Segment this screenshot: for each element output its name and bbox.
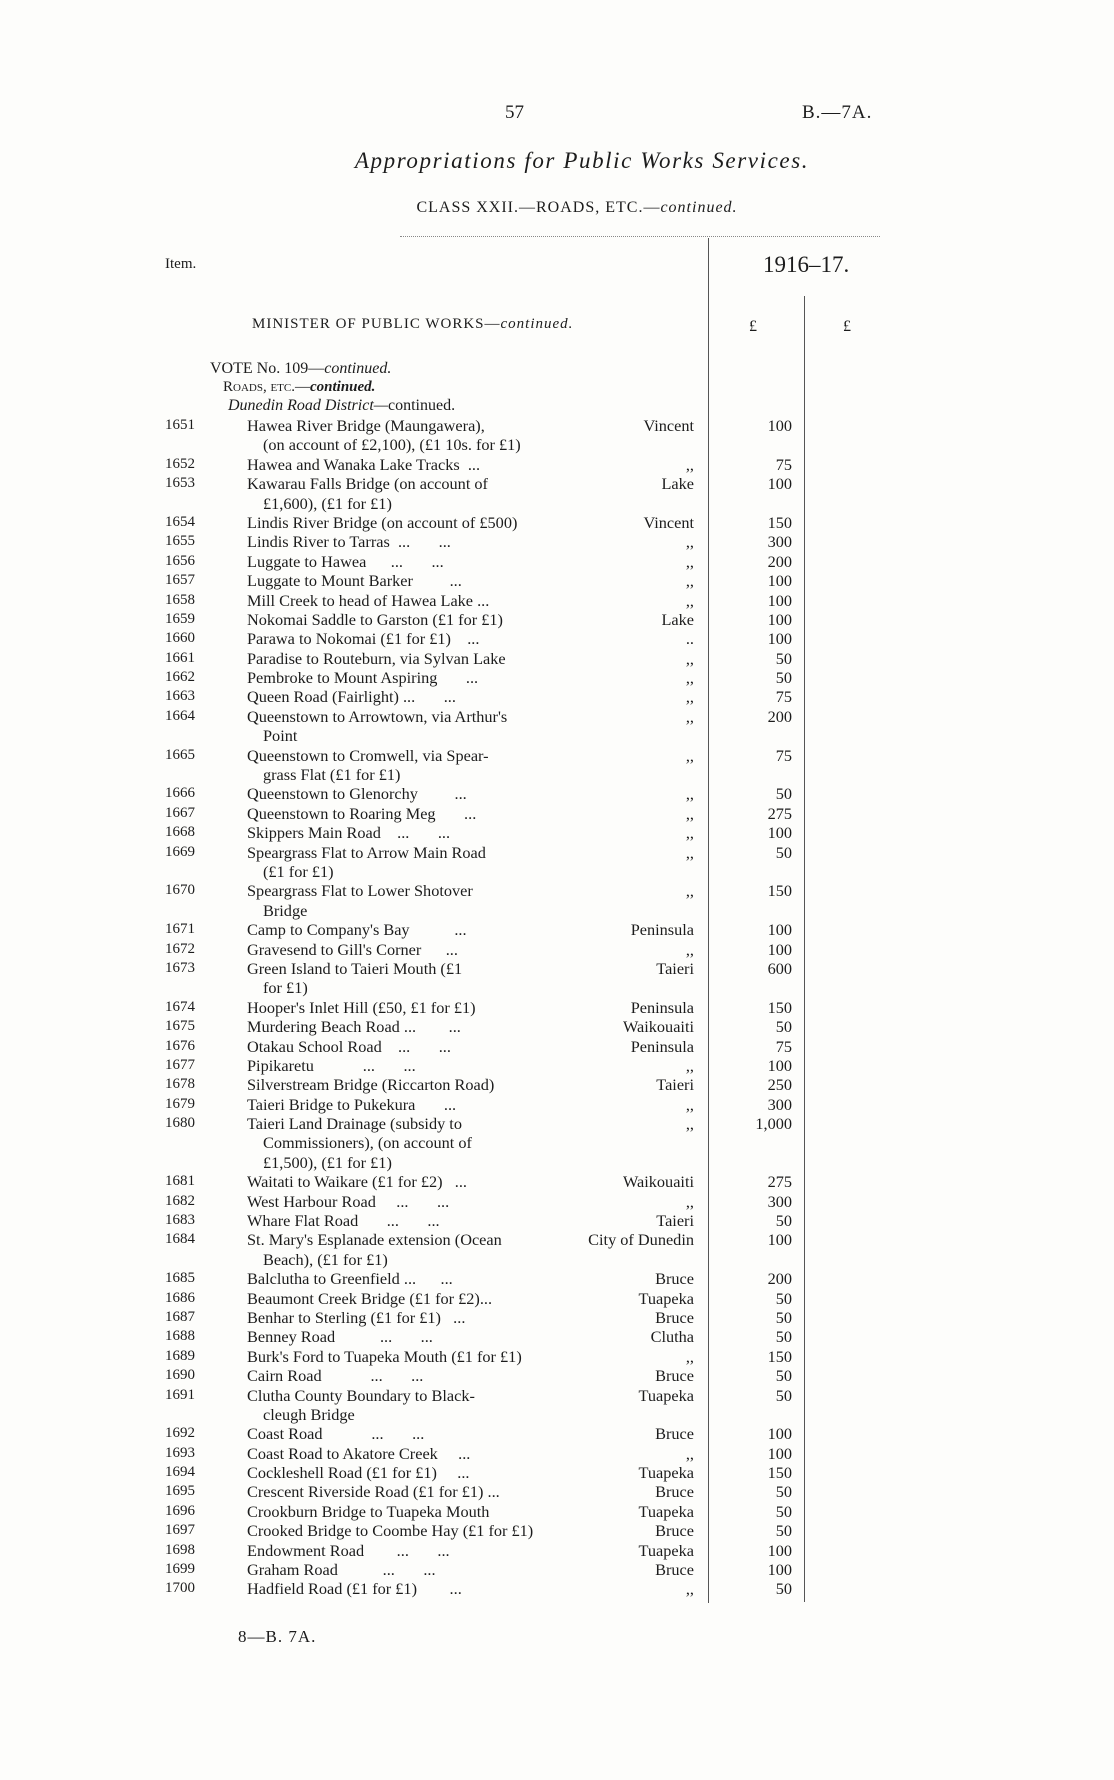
- table-row: [0, 881, 1114, 900]
- roads-heading: [223, 379, 375, 396]
- table-row: [0, 1482, 1114, 1501]
- district-name: ,,: [685, 1094, 694, 1114]
- item-description: Commissioners), (on account of: [263, 1133, 472, 1153]
- item-description: Hawea and Wanaka Lake Tracks ...: [247, 454, 481, 474]
- table-row: [0, 1463, 1114, 1482]
- item-number: 1682: [165, 1192, 195, 1209]
- minister-heading: [252, 316, 573, 333]
- district-name: Vincent: [643, 416, 694, 435]
- minister-heading-main: MINISTER OF PUBLIC WORKS—: [252, 316, 501, 332]
- item-description: Cairn Road ... ...: [247, 1366, 424, 1386]
- item-description: Coast Road ... ...: [247, 1424, 425, 1444]
- table-row: [0, 687, 1114, 706]
- district-name: Tuapeka: [638, 1501, 694, 1521]
- item-number: 1655: [165, 533, 195, 550]
- district-name: Lake: [661, 609, 694, 629]
- item-number: 1666: [165, 785, 195, 802]
- district-name: Waikouaiti: [622, 1172, 694, 1192]
- table-row: [0, 784, 1114, 803]
- table-row: [0, 843, 1114, 862]
- amount-value: 50: [775, 1579, 792, 1599]
- district-name: ,,: [685, 1443, 694, 1463]
- item-description: Speargrass Flat to Arrow Main Road: [247, 842, 486, 862]
- item-number: 1653: [165, 475, 195, 492]
- item-description: grass Flat (£1 for £1): [263, 765, 401, 785]
- amount-value: 100: [767, 416, 792, 435]
- district-heading-main: Dunedin Road District—: [228, 397, 388, 414]
- table-row: [0, 1444, 1114, 1463]
- amount-value: 50: [775, 1521, 792, 1541]
- item-number: 1659: [165, 610, 195, 627]
- item-description: Queenstown to Arrowtown, via Arthur's: [247, 706, 508, 726]
- table-row: [0, 1521, 1114, 1540]
- item-description: £1,600), (£1 for £1): [263, 493, 392, 513]
- district-name: Clutha: [650, 1327, 694, 1347]
- item-description: Green Island to Taieri Mouth (£1: [247, 958, 463, 978]
- item-number: 1684: [165, 1231, 195, 1248]
- item-number: 1688: [165, 1328, 195, 1345]
- class-subtitle-main: CLASS XXII.—ROADS, ETC.—: [416, 199, 661, 216]
- item-description: Whare Flat Road ... ...: [247, 1211, 440, 1231]
- amount-value: 100: [767, 474, 792, 494]
- item-number: 1686: [165, 1289, 195, 1306]
- item-number: 1661: [165, 649, 195, 666]
- table-row: [0, 1095, 1114, 1114]
- item-number: 1657: [165, 572, 195, 589]
- vote-heading-continued: continued.: [324, 360, 392, 377]
- item-description: (£1 for £1): [263, 861, 334, 881]
- table-row: [0, 1366, 1114, 1385]
- district-name: Vincent: [643, 512, 694, 532]
- amount-value: 50: [775, 1211, 792, 1231]
- item-number: 1677: [165, 1056, 195, 1073]
- minister-heading-continued: continued.: [500, 316, 574, 332]
- table-row: [0, 591, 1114, 610]
- amount-value: 150: [767, 1463, 792, 1483]
- table-row: [0, 1289, 1114, 1308]
- item-description: Burk's Ford to Tuapeka Mouth (£1 for £1): [247, 1346, 522, 1366]
- page-number: 57: [505, 102, 524, 123]
- item-number: 1675: [165, 1018, 195, 1035]
- item-description: £1,500), (£1 for £1): [263, 1152, 392, 1172]
- amount-value: 50: [775, 1482, 792, 1502]
- amount-value: 50: [775, 784, 792, 804]
- item-number: 1669: [165, 843, 195, 860]
- item-description: Point: [263, 726, 298, 746]
- district-name: Taieri: [656, 958, 694, 978]
- item-description: Lindis River to Tarras ... ...: [247, 532, 451, 552]
- item-description: (on account of £2,100), (£1 10s. for £1): [263, 435, 521, 455]
- item-description: Speargrass Flat to Lower Shotover: [247, 881, 473, 901]
- table-row: [0, 862, 1114, 881]
- amount-value: 150: [767, 512, 792, 532]
- table-row: [0, 1172, 1114, 1191]
- amount-value: 150: [767, 881, 792, 901]
- table-row: [0, 1347, 1114, 1366]
- amount-value: 50: [775, 1288, 792, 1308]
- item-number: 1654: [165, 513, 195, 530]
- amount-value: 100: [767, 1055, 792, 1075]
- item-description: Gravesend to Gill's Corner ...: [247, 939, 458, 959]
- amount-value: 275: [767, 803, 792, 823]
- item-number: 1672: [165, 940, 195, 957]
- district-name: ,,: [685, 454, 694, 474]
- district-name: Bruce: [655, 1366, 694, 1386]
- item-description: Coast Road to Akatore Creek ...: [247, 1443, 471, 1463]
- item-number: 1683: [165, 1212, 195, 1229]
- district-name: ,,: [685, 1114, 694, 1134]
- district-name: ,,: [685, 842, 694, 862]
- amount-value: 50: [775, 1366, 792, 1386]
- table-row: [0, 998, 1114, 1017]
- amount-value: 100: [767, 590, 792, 610]
- item-number: 1673: [165, 959, 195, 976]
- item-number: 1660: [165, 630, 195, 647]
- amount-value: 50: [775, 1017, 792, 1037]
- district-name: Bruce: [655, 1269, 694, 1289]
- pound-sign-1916-17: £: [749, 318, 757, 335]
- item-description: Hooper's Inlet Hill (£50, £1 for £1): [247, 997, 476, 1017]
- district-name: ,,: [685, 571, 694, 591]
- table-row: [0, 1424, 1114, 1443]
- table-row: [0, 707, 1114, 726]
- district-name: ,,: [685, 590, 694, 610]
- district-name: ,,: [685, 668, 694, 688]
- page-title: Appropriations for Public Works Services.: [354, 148, 810, 173]
- item-description: Clutha County Boundary to Black-: [247, 1385, 475, 1405]
- item-description: Skippers Main Road ... ...: [247, 823, 451, 843]
- item-description: Taieri Bridge to Pukekura ...: [247, 1094, 457, 1114]
- district-name: Bruce: [655, 1307, 694, 1327]
- item-description: Kawarau Falls Bridge (on account of: [247, 474, 488, 494]
- district-name: City of Dunedin: [588, 1230, 694, 1250]
- item-number: 1676: [165, 1037, 195, 1054]
- district-name: Peninsula: [630, 1036, 694, 1056]
- amount-value: 75: [775, 745, 792, 765]
- table-row: [0, 1211, 1114, 1230]
- item-number: 1680: [165, 1115, 195, 1132]
- item-number: 1693: [165, 1444, 195, 1461]
- footer-signature: 8—B. 7A.: [238, 1627, 317, 1646]
- table-row: [0, 978, 1114, 997]
- amount-value: 100: [767, 1540, 792, 1560]
- item-number: 1665: [165, 746, 195, 763]
- item-description: Hadfield Road (£1 for £1) ...: [247, 1579, 462, 1599]
- item-description: Mill Creek to head of Hawea Lake ...: [247, 590, 490, 610]
- item-number: 1678: [165, 1076, 195, 1093]
- district-name: ,,: [685, 784, 694, 804]
- item-number: 1663: [165, 688, 195, 705]
- amount-value: 300: [767, 1094, 792, 1114]
- table-row: [0, 1075, 1114, 1094]
- district-name: ,,: [685, 939, 694, 959]
- item-number: 1664: [165, 707, 195, 724]
- district-name: Bruce: [655, 1424, 694, 1444]
- table-row: [0, 1560, 1114, 1579]
- item-description: Balclutha to Greenfield ... ...: [247, 1269, 453, 1289]
- table-row: [0, 746, 1114, 765]
- item-description: St. Mary's Esplanade extension (Ocean: [247, 1230, 502, 1250]
- amount-value: 100: [767, 939, 792, 959]
- table-row: [0, 494, 1114, 513]
- item-description: Queenstown to Roaring Meg ...: [247, 803, 477, 823]
- amount-value: 150: [767, 997, 792, 1017]
- item-number: 1695: [165, 1483, 195, 1500]
- district-name: Tuapeka: [638, 1540, 694, 1560]
- table-row: [0, 1250, 1114, 1269]
- item-number: 1700: [165, 1580, 195, 1597]
- table-row: [0, 1153, 1114, 1172]
- item-number: 1668: [165, 824, 195, 841]
- table-row: [0, 571, 1114, 590]
- item-number: 1698: [165, 1541, 195, 1558]
- amount-value: 100: [767, 1424, 792, 1444]
- amount-value: 100: [767, 609, 792, 629]
- item-description: Queen Road (Fairlight) ... ...: [247, 687, 456, 707]
- item-number: 1692: [165, 1425, 195, 1442]
- item-number: 1658: [165, 591, 195, 608]
- district-name: Peninsula: [630, 920, 694, 940]
- item-number: 1667: [165, 804, 195, 821]
- amount-value: 300: [767, 532, 792, 552]
- district-name: ,,: [685, 706, 694, 726]
- table-row: [0, 552, 1114, 571]
- table-row: [0, 1230, 1114, 1249]
- district-name: ,,: [685, 1191, 694, 1211]
- amount-value: 600: [767, 958, 792, 978]
- amount-value: 50: [775, 648, 792, 668]
- item-number: 1656: [165, 552, 195, 569]
- table-row: [0, 1386, 1114, 1405]
- district-name: ,,: [685, 1346, 694, 1366]
- district-name: ,,: [685, 551, 694, 571]
- table-row: [0, 1037, 1114, 1056]
- item-description: Paradise to Routeburn, via Sylvan Lake: [247, 648, 506, 668]
- amount-value: 275: [767, 1172, 792, 1192]
- table-row: [0, 823, 1114, 842]
- item-description: Beach), (£1 for £1): [263, 1249, 388, 1269]
- amount-value: 100: [767, 629, 792, 649]
- item-description: Lindis River Bridge (on account of £500): [247, 512, 518, 532]
- item-description: Queenstown to Glenorchy ...: [247, 784, 467, 804]
- item-description: Luggate to Mount Barker ...: [247, 571, 462, 591]
- table-row: [0, 416, 1114, 435]
- table-row: [0, 532, 1114, 551]
- item-number: 1679: [165, 1095, 195, 1112]
- district-name: ,,: [685, 881, 694, 901]
- item-number: 1699: [165, 1561, 195, 1578]
- district-heading: [228, 397, 455, 415]
- table-row: [0, 901, 1114, 920]
- class-subtitle-continued: continued.: [660, 199, 738, 216]
- district-name: Tuapeka: [638, 1463, 694, 1483]
- amount-value: 200: [767, 1269, 792, 1289]
- table-row: [0, 765, 1114, 784]
- table-row: [0, 940, 1114, 959]
- item-description: Parawa to Nokomai (£1 for £1) ...: [247, 629, 480, 649]
- item-description: Crooked Bridge to Coombe Hay (£1 for £1): [247, 1521, 534, 1541]
- amount-value: 75: [775, 454, 792, 474]
- amount-value: 150: [767, 1346, 792, 1366]
- district-name: ,,: [685, 823, 694, 843]
- table-row: [0, 1056, 1114, 1075]
- item-description: Pembroke to Mount Aspiring ...: [247, 668, 479, 688]
- item-number: 1697: [165, 1522, 195, 1539]
- item-number: 1689: [165, 1347, 195, 1364]
- table-row: [0, 435, 1114, 454]
- item-description: Crookburn Bridge to Tuapeka Mouth: [247, 1501, 490, 1521]
- item-description: Silverstream Bridge (Riccarton Road): [247, 1075, 495, 1095]
- table-row: [0, 1192, 1114, 1211]
- item-number: 1696: [165, 1502, 195, 1519]
- table-row: [0, 1114, 1114, 1133]
- amount-value: 75: [775, 687, 792, 707]
- item-description: Queenstown to Cromwell, via Spear-: [247, 745, 489, 765]
- table-row: [0, 1017, 1114, 1036]
- district-name: ,,: [685, 1055, 694, 1075]
- item-description: West Harbour Road ... ...: [247, 1191, 450, 1211]
- table-row: [0, 1405, 1114, 1424]
- item-description: Bridge: [263, 900, 308, 920]
- amount-value: 250: [767, 1075, 792, 1095]
- table-row: [0, 513, 1114, 532]
- district-name: ,,: [685, 745, 694, 765]
- table-row: [0, 668, 1114, 687]
- district-name: Taieri: [656, 1075, 694, 1095]
- class-subtitle: [0, 199, 1114, 217]
- item-description: Benney Road ... ...: [247, 1327, 433, 1347]
- amount-value: 200: [767, 706, 792, 726]
- table-row: [0, 1502, 1114, 1521]
- table-row: [0, 1541, 1114, 1560]
- district-name: Bruce: [655, 1521, 694, 1541]
- item-description: Endowment Road ... ...: [247, 1540, 450, 1560]
- roads-heading-main: Roads, etc.—: [223, 379, 310, 395]
- table-row: [0, 1327, 1114, 1346]
- district-name: Peninsula: [630, 997, 694, 1017]
- amount-value: 200: [767, 551, 792, 571]
- table-row: [0, 629, 1114, 648]
- item-number: 1651: [165, 417, 195, 433]
- amount-value: 50: [775, 842, 792, 862]
- item-description: Luggate to Hawea ... ...: [247, 551, 444, 571]
- table-row: [0, 920, 1114, 939]
- item-number: 1681: [165, 1173, 195, 1190]
- amount-value: 50: [775, 668, 792, 688]
- district-name: ,,: [685, 803, 694, 823]
- amount-value: 50: [775, 1385, 792, 1405]
- district-name: ..: [685, 629, 694, 649]
- district-name: Bruce: [655, 1482, 694, 1502]
- amount-value: 300: [767, 1191, 792, 1211]
- item-description: Waitati to Waikare (£1 for £2) ...: [247, 1172, 467, 1192]
- item-description: Pipikaretu ... ...: [247, 1055, 416, 1075]
- table-row: [0, 959, 1114, 978]
- district-name: Lake: [661, 474, 694, 494]
- district-name: ,,: [685, 1579, 694, 1599]
- amount-value: 50: [775, 1501, 792, 1521]
- appropriations-table: [0, 416, 1114, 1599]
- item-description: Beaumont Creek Bridge (£1 for £2)...: [247, 1288, 493, 1308]
- item-description: Crescent Riverside Road (£1 for £1) ...: [247, 1482, 500, 1502]
- table-row: [0, 610, 1114, 629]
- table-row: [0, 455, 1114, 474]
- item-number: 1691: [165, 1386, 195, 1403]
- item-description: Benhar to Sterling (£1 for £1) ...: [247, 1307, 466, 1327]
- vote-heading-main: VOTE No. 109—: [210, 360, 325, 377]
- amount-value: 75: [775, 1036, 792, 1056]
- roads-heading-continued: continued.: [309, 379, 376, 395]
- item-number: 1652: [165, 455, 195, 472]
- item-description: Otakau School Road ... ...: [247, 1036, 451, 1056]
- amount-value: 1,000: [755, 1114, 792, 1134]
- pound-sign-second: £: [843, 318, 851, 335]
- amount-value: 100: [767, 571, 792, 591]
- item-column-header: Item.: [165, 256, 197, 272]
- district-name: ,,: [685, 532, 694, 552]
- item-description: Cockleshell Road (£1 for £1) ...: [247, 1463, 470, 1483]
- table-row: [0, 474, 1114, 493]
- item-description: for £1): [263, 978, 308, 998]
- amount-value: 100: [767, 1230, 792, 1250]
- district-name: Taieri: [656, 1211, 694, 1231]
- amount-value: 100: [767, 1560, 792, 1580]
- item-number: 1687: [165, 1308, 195, 1325]
- district-name: Bruce: [655, 1560, 694, 1580]
- amount-value: 100: [767, 920, 792, 940]
- item-number: 1690: [165, 1367, 195, 1384]
- table-row: [0, 1133, 1114, 1152]
- item-number: 1674: [165, 998, 195, 1015]
- item-number: 1685: [165, 1270, 195, 1287]
- table-row: [0, 1308, 1114, 1327]
- item-description: Hawea River Bridge (Maungawera),: [247, 416, 485, 435]
- district-name: ,,: [685, 648, 694, 668]
- table-row: [0, 1269, 1114, 1288]
- item-number: 1671: [165, 921, 195, 938]
- amount-value: 50: [775, 1307, 792, 1327]
- item-description: Taieri Land Drainage (subsidy to: [247, 1114, 462, 1134]
- amount-value: 50: [775, 1327, 792, 1347]
- district-name: Tuapeka: [638, 1288, 694, 1308]
- table-row: [0, 726, 1114, 745]
- item-description: cleugh Bridge: [263, 1404, 355, 1424]
- item-number: 1662: [165, 669, 195, 686]
- item-description: Murdering Beach Road ... ...: [247, 1017, 461, 1037]
- header-rule: [400, 236, 880, 237]
- district-name: Tuapeka: [638, 1385, 694, 1405]
- table-row: [0, 649, 1114, 668]
- year-column-header: 1916–17.: [763, 252, 850, 277]
- item-description: Nokomai Saddle to Garston (£1 for £1): [247, 609, 503, 629]
- item-description: Camp to Company's Bay ...: [247, 920, 467, 940]
- amount-value: 100: [767, 823, 792, 843]
- item-description: Graham Road ... ...: [247, 1560, 436, 1580]
- table-row: [0, 1579, 1114, 1598]
- district-name: ,,: [685, 687, 694, 707]
- table-row: [0, 804, 1114, 823]
- item-number: 1694: [165, 1464, 195, 1481]
- document-reference: B.—7A.: [802, 102, 873, 123]
- district-name: Waikouaiti: [622, 1017, 694, 1037]
- item-number: 1670: [165, 882, 195, 899]
- vote-heading: [210, 360, 391, 378]
- district-heading-continued: continued.: [388, 397, 456, 414]
- amount-value: 100: [767, 1443, 792, 1463]
